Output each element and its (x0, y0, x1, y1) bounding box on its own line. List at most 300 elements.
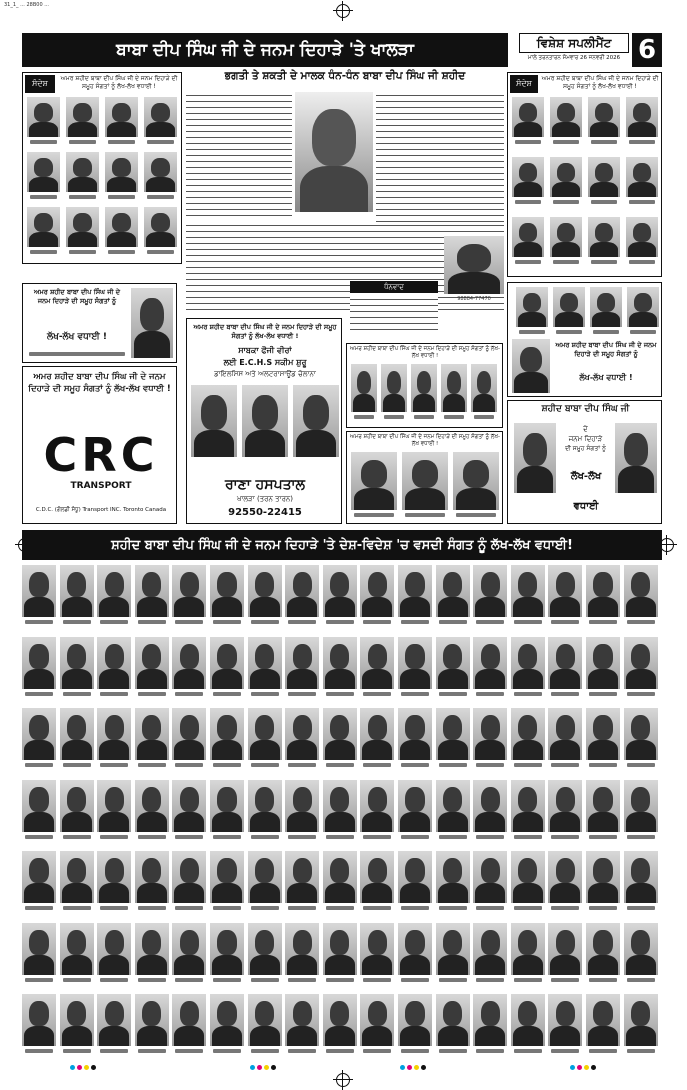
portrait-caption (25, 835, 53, 839)
portrait-photo (473, 637, 507, 689)
portrait-photo (172, 780, 206, 832)
portrait-photo (210, 780, 244, 832)
portrait-photo (586, 780, 620, 832)
portrait-photo (588, 157, 620, 197)
portrait-caption (213, 906, 241, 910)
portrait-caption (627, 620, 655, 624)
portrait-photo (360, 708, 394, 760)
portrait-caption (175, 906, 203, 910)
portrait-caption (354, 415, 374, 419)
portrait-caption (627, 978, 655, 982)
portrait-caption (514, 906, 542, 910)
portrait-photo (473, 923, 507, 975)
portrait-photo (323, 994, 357, 1046)
portrait-photo (22, 923, 56, 975)
greeting: ਅਮਰ ਸ਼ਹੀਦ ਬਾਬਾ ਦੀਪ ਸਿੰਘ ਜੀ ਦੇ ਜਨਮ ਦਿਹਾੜੇ ਦੀ ਸਮੂਹ ਸੰਗਤਾਂ ਨੂੰ ਲੱਖ-ਲੱਖ ਵਧਾਈ ! (350, 346, 500, 359)
portrait-photo (323, 637, 357, 689)
portrait-caption (69, 140, 96, 144)
portrait-caption (25, 763, 53, 767)
portrait-caption (63, 1049, 91, 1053)
portrait-caption (401, 835, 429, 839)
portrait-caption (100, 978, 128, 982)
portrait-caption (514, 763, 542, 767)
portrait-caption (100, 620, 128, 624)
portrait-photo (436, 923, 470, 975)
portrait-caption (401, 763, 429, 767)
portrait-caption (514, 978, 542, 982)
portrait-photo (323, 565, 357, 617)
portrait-caption (556, 330, 582, 334)
dhanvad-photo-box (444, 236, 504, 306)
portrait-caption (629, 260, 655, 264)
portrait-caption (551, 1049, 579, 1053)
portrait-caption (251, 835, 279, 839)
portrait-caption (444, 415, 464, 419)
portrait-photo (624, 851, 658, 903)
portrait-photo (624, 923, 658, 975)
portrait-photo (436, 780, 470, 832)
portrait-caption (439, 620, 467, 624)
portrait-caption (401, 906, 429, 910)
color-swatch (421, 1065, 426, 1070)
portrait-caption (30, 140, 57, 144)
portrait-caption (363, 906, 391, 910)
portrait-caption (288, 763, 316, 767)
portrait-photo (550, 157, 582, 197)
article-column (376, 92, 504, 242)
crc-logo: CRC (43, 428, 159, 482)
portrait-caption (476, 1049, 504, 1053)
portrait-photo (60, 923, 94, 975)
color-swatch (84, 1065, 89, 1070)
portrait-photo (473, 565, 507, 617)
portrait-photo (172, 565, 206, 617)
line1: ਸਾਬਕਾ ਫੌਜੀ ਵੀਰਾਂ (238, 346, 292, 355)
portrait-caption (251, 763, 279, 767)
portrait-photo (626, 217, 658, 257)
portrait-photo (398, 923, 432, 975)
main-title: ਬਾਬਾ ਦੀਪ ਸਿੰਘ ਜੀ ਦੇ ਜਨਮ ਦਿਹਾੜੇ 'ਤੇ ਖਾਲੜਾ (22, 33, 508, 67)
left-message-panel (22, 72, 182, 264)
title: ਸ਼ਹੀਦ ਬਾਬਾ ਦੀਪ ਸਿੰਘ ਜੀ (541, 404, 630, 414)
portrait-photo (624, 637, 658, 689)
portrait-photo (172, 708, 206, 760)
portrait-photo (624, 565, 658, 617)
portrait-photo (135, 923, 169, 975)
portrait-photo (323, 851, 357, 903)
portrait-caption (514, 692, 542, 696)
portrait-photo (473, 708, 507, 760)
portrait-photo (398, 637, 432, 689)
portrait-photo (97, 637, 131, 689)
portrait-caption (100, 1049, 128, 1053)
portrait-caption (69, 250, 96, 254)
portrait-caption (25, 906, 53, 910)
portrait-photo (516, 287, 548, 327)
portrait-photo (60, 780, 94, 832)
portrait-caption (363, 978, 391, 982)
portrait-photo (172, 994, 206, 1046)
portrait-photo (473, 780, 507, 832)
page-number: 6 (632, 33, 662, 67)
color-swatch (70, 1065, 75, 1070)
portrait-caption (401, 978, 429, 982)
portrait-caption (439, 978, 467, 982)
portrait-caption (213, 835, 241, 839)
portrait-caption (251, 906, 279, 910)
badge: ਸੰਦੇਸ਼ (510, 75, 538, 93)
portrait-caption (213, 763, 241, 767)
portrait-caption (326, 835, 354, 839)
portrait-caption (551, 620, 579, 624)
portrait-caption (288, 978, 316, 982)
portrait-photo (210, 923, 244, 975)
portrait-caption (627, 835, 655, 839)
portrait-caption (213, 620, 241, 624)
portrait-photo (135, 708, 169, 760)
wishes: ਲੱਖ-ਲੱਖ ਵਧਾਈ ! (47, 332, 107, 342)
portrait-caption (514, 1049, 542, 1053)
portrait-caption (108, 250, 135, 254)
article-headline: ਭਗਤੀ ਤੇ ਸ਼ਕਤੀ ਦੇ ਮਾਲਕ ਧੰਨ-ਧੰਨ ਬਾਬਾ ਦੀਪ ਸਿੰਘ ਜੀ ਸ਼ਹੀਦ (224, 70, 466, 82)
portrait-photo (248, 780, 282, 832)
portrait-photo (586, 923, 620, 975)
portrait-caption (589, 835, 617, 839)
color-swatch (264, 1065, 269, 1070)
portrait-photo (135, 637, 169, 689)
dateline: ਮਾਲੇ ਤਰਨਤਾਰਨ ਸੋਮਵਾਰ 26 ਜਨਵਰੀ 2026 (527, 55, 621, 61)
portrait-photo (586, 851, 620, 903)
portrait-caption (553, 200, 579, 204)
portrait-caption (100, 835, 128, 839)
dhanvad-text (350, 296, 438, 332)
portrait-caption (213, 1049, 241, 1053)
portrait-photo (511, 565, 545, 617)
portrait-caption (515, 200, 541, 204)
portrait-caption (288, 1049, 316, 1053)
color-swatch (570, 1065, 575, 1070)
portrait-photo (351, 452, 397, 510)
portrait-photo (511, 780, 545, 832)
shaheed-greeting-ad (507, 400, 662, 524)
portrait-photo (586, 708, 620, 760)
portrait-caption (25, 978, 53, 982)
portrait-photo (411, 364, 437, 412)
portrait-photo (436, 565, 470, 617)
portrait-caption (439, 835, 467, 839)
portrait-caption (629, 200, 655, 204)
portrait-caption (593, 330, 619, 334)
portrait-photo (512, 339, 550, 393)
color-swatch (591, 1065, 596, 1070)
portrait-photo (512, 97, 544, 137)
portrait-caption (138, 620, 166, 624)
portrait-caption (589, 1049, 617, 1053)
family-greeting-ad (346, 431, 503, 524)
portrait-caption (251, 620, 279, 624)
portrait-photo (22, 565, 56, 617)
portrait-photo (360, 565, 394, 617)
rana-hospital-ad (186, 318, 342, 524)
portrait-caption (401, 1049, 429, 1053)
color-swatch (77, 1065, 82, 1070)
portrait-caption (175, 1049, 203, 1053)
portrait-caption (551, 835, 579, 839)
portrait-photo (398, 994, 432, 1046)
portrait-caption (363, 763, 391, 767)
portrait-photo (105, 97, 138, 137)
portrait-photo (22, 637, 56, 689)
portrait-photo (586, 565, 620, 617)
portrait-photo (548, 565, 582, 617)
portrait-photo (60, 994, 94, 1046)
portrait-photo (60, 708, 94, 760)
portrait-caption (476, 835, 504, 839)
article-column (186, 246, 346, 314)
portrait-caption (175, 835, 203, 839)
portrait-photo (285, 565, 319, 617)
portrait-photo (471, 364, 497, 412)
portrait-caption (629, 140, 655, 144)
color-swatch (250, 1065, 255, 1070)
portrait-photo (588, 217, 620, 257)
portrait-caption (476, 763, 504, 767)
portrait-caption (63, 692, 91, 696)
greeting: ਅਮਰ ਸ਼ਹੀਦ ਬਾਬਾ ਦੀਪ ਸਿੰਘ ਜੀ ਦੇ ਜਨਮ ਦਿਹਾੜੇ ਦੀ ਸਮੂਹ ਸੰਗਤਾਂ ਨੂੰ (33, 288, 121, 305)
portrait-photo (360, 923, 394, 975)
portrait-photo (248, 637, 282, 689)
portrait-photo (285, 780, 319, 832)
portrait-photo (626, 157, 658, 197)
portrait-caption (401, 620, 429, 624)
portrait-photo (323, 708, 357, 760)
family-greeting-ad (346, 343, 503, 428)
portrait-photo (511, 637, 545, 689)
print-slug: 31_1_ ... 28B00 ... (4, 2, 50, 8)
line1: ਦੇ (583, 425, 588, 433)
portrait-caption (551, 692, 579, 696)
color-swatch (91, 1065, 96, 1070)
portrait-photo (97, 851, 131, 903)
portrait-photo (172, 637, 206, 689)
hospital-name: ਰਾਣਾ ਹਸਪਤਾਲ (224, 477, 306, 493)
portrait-caption (476, 692, 504, 696)
portrait-caption (589, 978, 617, 982)
portrait-photo (473, 851, 507, 903)
portrait-photo (285, 851, 319, 903)
portrait-photo (293, 385, 339, 457)
portrait-caption (627, 906, 655, 910)
portrait-caption (147, 195, 174, 199)
wishes: ਲੱਖ-ਲੱਖ ਵਧਾਈ ! (579, 373, 633, 382)
portrait-caption (384, 415, 404, 419)
portrait-photo (624, 708, 658, 760)
portrait-photo (615, 423, 657, 493)
portrait-caption (514, 835, 542, 839)
portrait-caption (108, 140, 135, 144)
portrait-caption (589, 906, 617, 910)
portrait-photo (295, 92, 373, 212)
portrait-photo (144, 152, 177, 192)
color-swatch (400, 1065, 405, 1070)
portrait-photo (144, 207, 177, 247)
portrait-caption (551, 978, 579, 982)
portrait-caption (288, 906, 316, 910)
portrait-photo (66, 207, 99, 247)
portrait-photo (97, 780, 131, 832)
portrait-caption (25, 620, 53, 624)
portrait-caption (25, 692, 53, 696)
portrait-photo (285, 708, 319, 760)
portrait-photo (624, 994, 658, 1046)
portrait-photo (550, 97, 582, 137)
portrait-caption (100, 906, 128, 910)
dhanvad-label: ਧੰਨਵਾਦ (350, 281, 438, 293)
portrait-caption (515, 260, 541, 264)
portrait-caption (591, 200, 617, 204)
portrait-photo (285, 994, 319, 1046)
portrait-photo (285, 923, 319, 975)
portrait-photo (60, 637, 94, 689)
greeting: ਅਮਰ ਸ਼ਹੀਦ ਬਾਬਾ ਦੀਪ ਸਿੰਘ ਜੀ ਦੇ ਜਨਮ ਦਿਹਾੜੇ ਦੀ ਸਮੂਹ ਸੰਗਤਾਂ ਨੂੰ (555, 341, 657, 358)
greeting: ਅਮਰ ਸ਼ਹੀਦ ਬਾਬਾ ਦੀਪ ਸਿੰਘ ਜੀ ਦੇ ਜਨਮ ਦਿਹਾੜੇ ਦੀ ਸਮੂਹ ਸੰਗਤਾਂ ਨੂੰ ਲੱਖ-ਲੱਖ ਵਧਾਈ ! (193, 323, 337, 340)
portrait-caption (627, 763, 655, 767)
portrait-photo (66, 152, 99, 192)
portrait-caption (627, 692, 655, 696)
portrait-caption (138, 906, 166, 910)
portrait-caption (363, 620, 391, 624)
portrait-caption (476, 978, 504, 982)
portrait-photo (360, 637, 394, 689)
portrait-photo (97, 923, 131, 975)
portrait-caption (456, 513, 496, 517)
portrait-caption (591, 140, 617, 144)
greeting: ਅਮਰ ਸ਼ਹੀਦ ਬਾਬਾ ਦੀਪ ਸਿੰਘ ਜੀ ਦੇ ਜਨਮ ਦਿਹਾੜੇ ਦੀ ਸਮੂਹ ਸੰਗਤਾਂ ਨੂੰ ਲੱਖ-ਲੱਖ ਵਧਾਈ ! (60, 75, 178, 90)
portrait-photo (97, 565, 131, 617)
article-column (186, 92, 292, 220)
portrait-caption (108, 195, 135, 199)
portrait-caption (326, 906, 354, 910)
portrait-caption (514, 620, 542, 624)
portrait-caption (175, 692, 203, 696)
portrait-caption (100, 763, 128, 767)
portrait-photo (105, 207, 138, 247)
portrait-photo (627, 287, 659, 327)
portrait-caption (439, 1049, 467, 1053)
portrait-photo (588, 97, 620, 137)
portrait-caption (551, 763, 579, 767)
right-message-panel (507, 72, 662, 277)
greeting-ad (507, 282, 662, 397)
portrait-caption (63, 835, 91, 839)
portrait-caption (589, 692, 617, 696)
portrait-caption (138, 763, 166, 767)
portrait-photo (548, 708, 582, 760)
footer: C.D.C. (ਗੋਲਡੀ ਸੰਧੂ) Transport INC. Toronto Canada (35, 507, 167, 513)
wishes1: ਲੱਖ-ਲੱਖ (570, 471, 602, 482)
portrait-caption (138, 1049, 166, 1053)
portrait-photo (444, 236, 504, 294)
portrait-photo (453, 452, 499, 510)
portrait-photo (27, 152, 60, 192)
portrait-caption (251, 692, 279, 696)
portrait-photo (360, 780, 394, 832)
portrait-photo (512, 157, 544, 197)
portrait-photo (97, 994, 131, 1046)
portrait-caption (288, 835, 316, 839)
portrait-caption (63, 620, 91, 624)
portrait-photo (586, 637, 620, 689)
portrait-photo (22, 708, 56, 760)
portrait-photo (473, 994, 507, 1046)
crc-transport-ad (22, 366, 177, 524)
line3: ਡਾਇਲਸਿਸ ਅਤੇ ਅਲਟਰਾਸਾਊਂਡ ਚੋਲਾਨਾ (214, 370, 316, 378)
portrait-photo (135, 780, 169, 832)
portrait-photo (586, 994, 620, 1046)
portrait-photo (398, 708, 432, 760)
portrait-caption (591, 260, 617, 264)
portrait-photo (624, 780, 658, 832)
location: ਖਾਲੜਾ (ਤਰਨ ਤਾਰਨ) (236, 495, 294, 503)
portrait-photo (60, 851, 94, 903)
portrait-caption (476, 620, 504, 624)
portrait-caption (100, 692, 128, 696)
portrait-photo (22, 780, 56, 832)
greetings-banner: ਸ਼ਹੀਦ ਬਾਬਾ ਦੀਪ ਸਿੰਘ ਜੀ ਦੇ ਜਨਮ ਦਿਹਾੜੇ 'ਤੇ ਦੇਸ਼-ਵਿਦੇਸ਼ 'ਚ ਵਸਦੀ ਸੰਗਤ ਨੂੰ ਲੱਖ-ਲੱਖ ਵਧਾਈ! (22, 530, 662, 560)
portrait-caption (405, 513, 445, 517)
portrait-photo (360, 851, 394, 903)
line2: ਲਈ E.C.H.S ਸਕੀਮ ਸ਼ੁਰੂ (223, 358, 307, 367)
portrait-photo (66, 97, 99, 137)
portrait-photo (144, 97, 177, 137)
portrait-photo (97, 708, 131, 760)
portrait-caption (251, 978, 279, 982)
portrait-photo (323, 780, 357, 832)
portrait-photo (548, 923, 582, 975)
portrait-caption (63, 978, 91, 982)
portrait-caption (175, 620, 203, 624)
portrait-caption (630, 330, 656, 334)
portrait-photo (548, 851, 582, 903)
portrait-photo (248, 565, 282, 617)
portrait-caption (175, 978, 203, 982)
portrait-caption (69, 195, 96, 199)
color-swatch (271, 1065, 276, 1070)
portrait-photo (135, 565, 169, 617)
badge: ਸੰਦੇਸ਼ (25, 75, 55, 93)
portrait-photo (172, 851, 206, 903)
portrait-photo (511, 708, 545, 760)
portrait-photo (436, 851, 470, 903)
phone: 92550-22415 (228, 507, 302, 518)
color-swatch (407, 1065, 412, 1070)
portrait-caption (213, 978, 241, 982)
portrait-photo (402, 452, 448, 510)
portrait-photo (548, 780, 582, 832)
portrait-caption (363, 1049, 391, 1053)
portrait-photo (351, 364, 377, 412)
greeting-ad (22, 283, 177, 363)
portrait-caption (288, 620, 316, 624)
portrait-photo (131, 288, 173, 358)
portrait-caption (439, 906, 467, 910)
portrait-caption (138, 692, 166, 696)
portrait-caption (30, 250, 57, 254)
portrait-caption (476, 906, 504, 910)
portrait-photo (512, 217, 544, 257)
portrait-caption (326, 763, 354, 767)
portrait-photo (398, 565, 432, 617)
